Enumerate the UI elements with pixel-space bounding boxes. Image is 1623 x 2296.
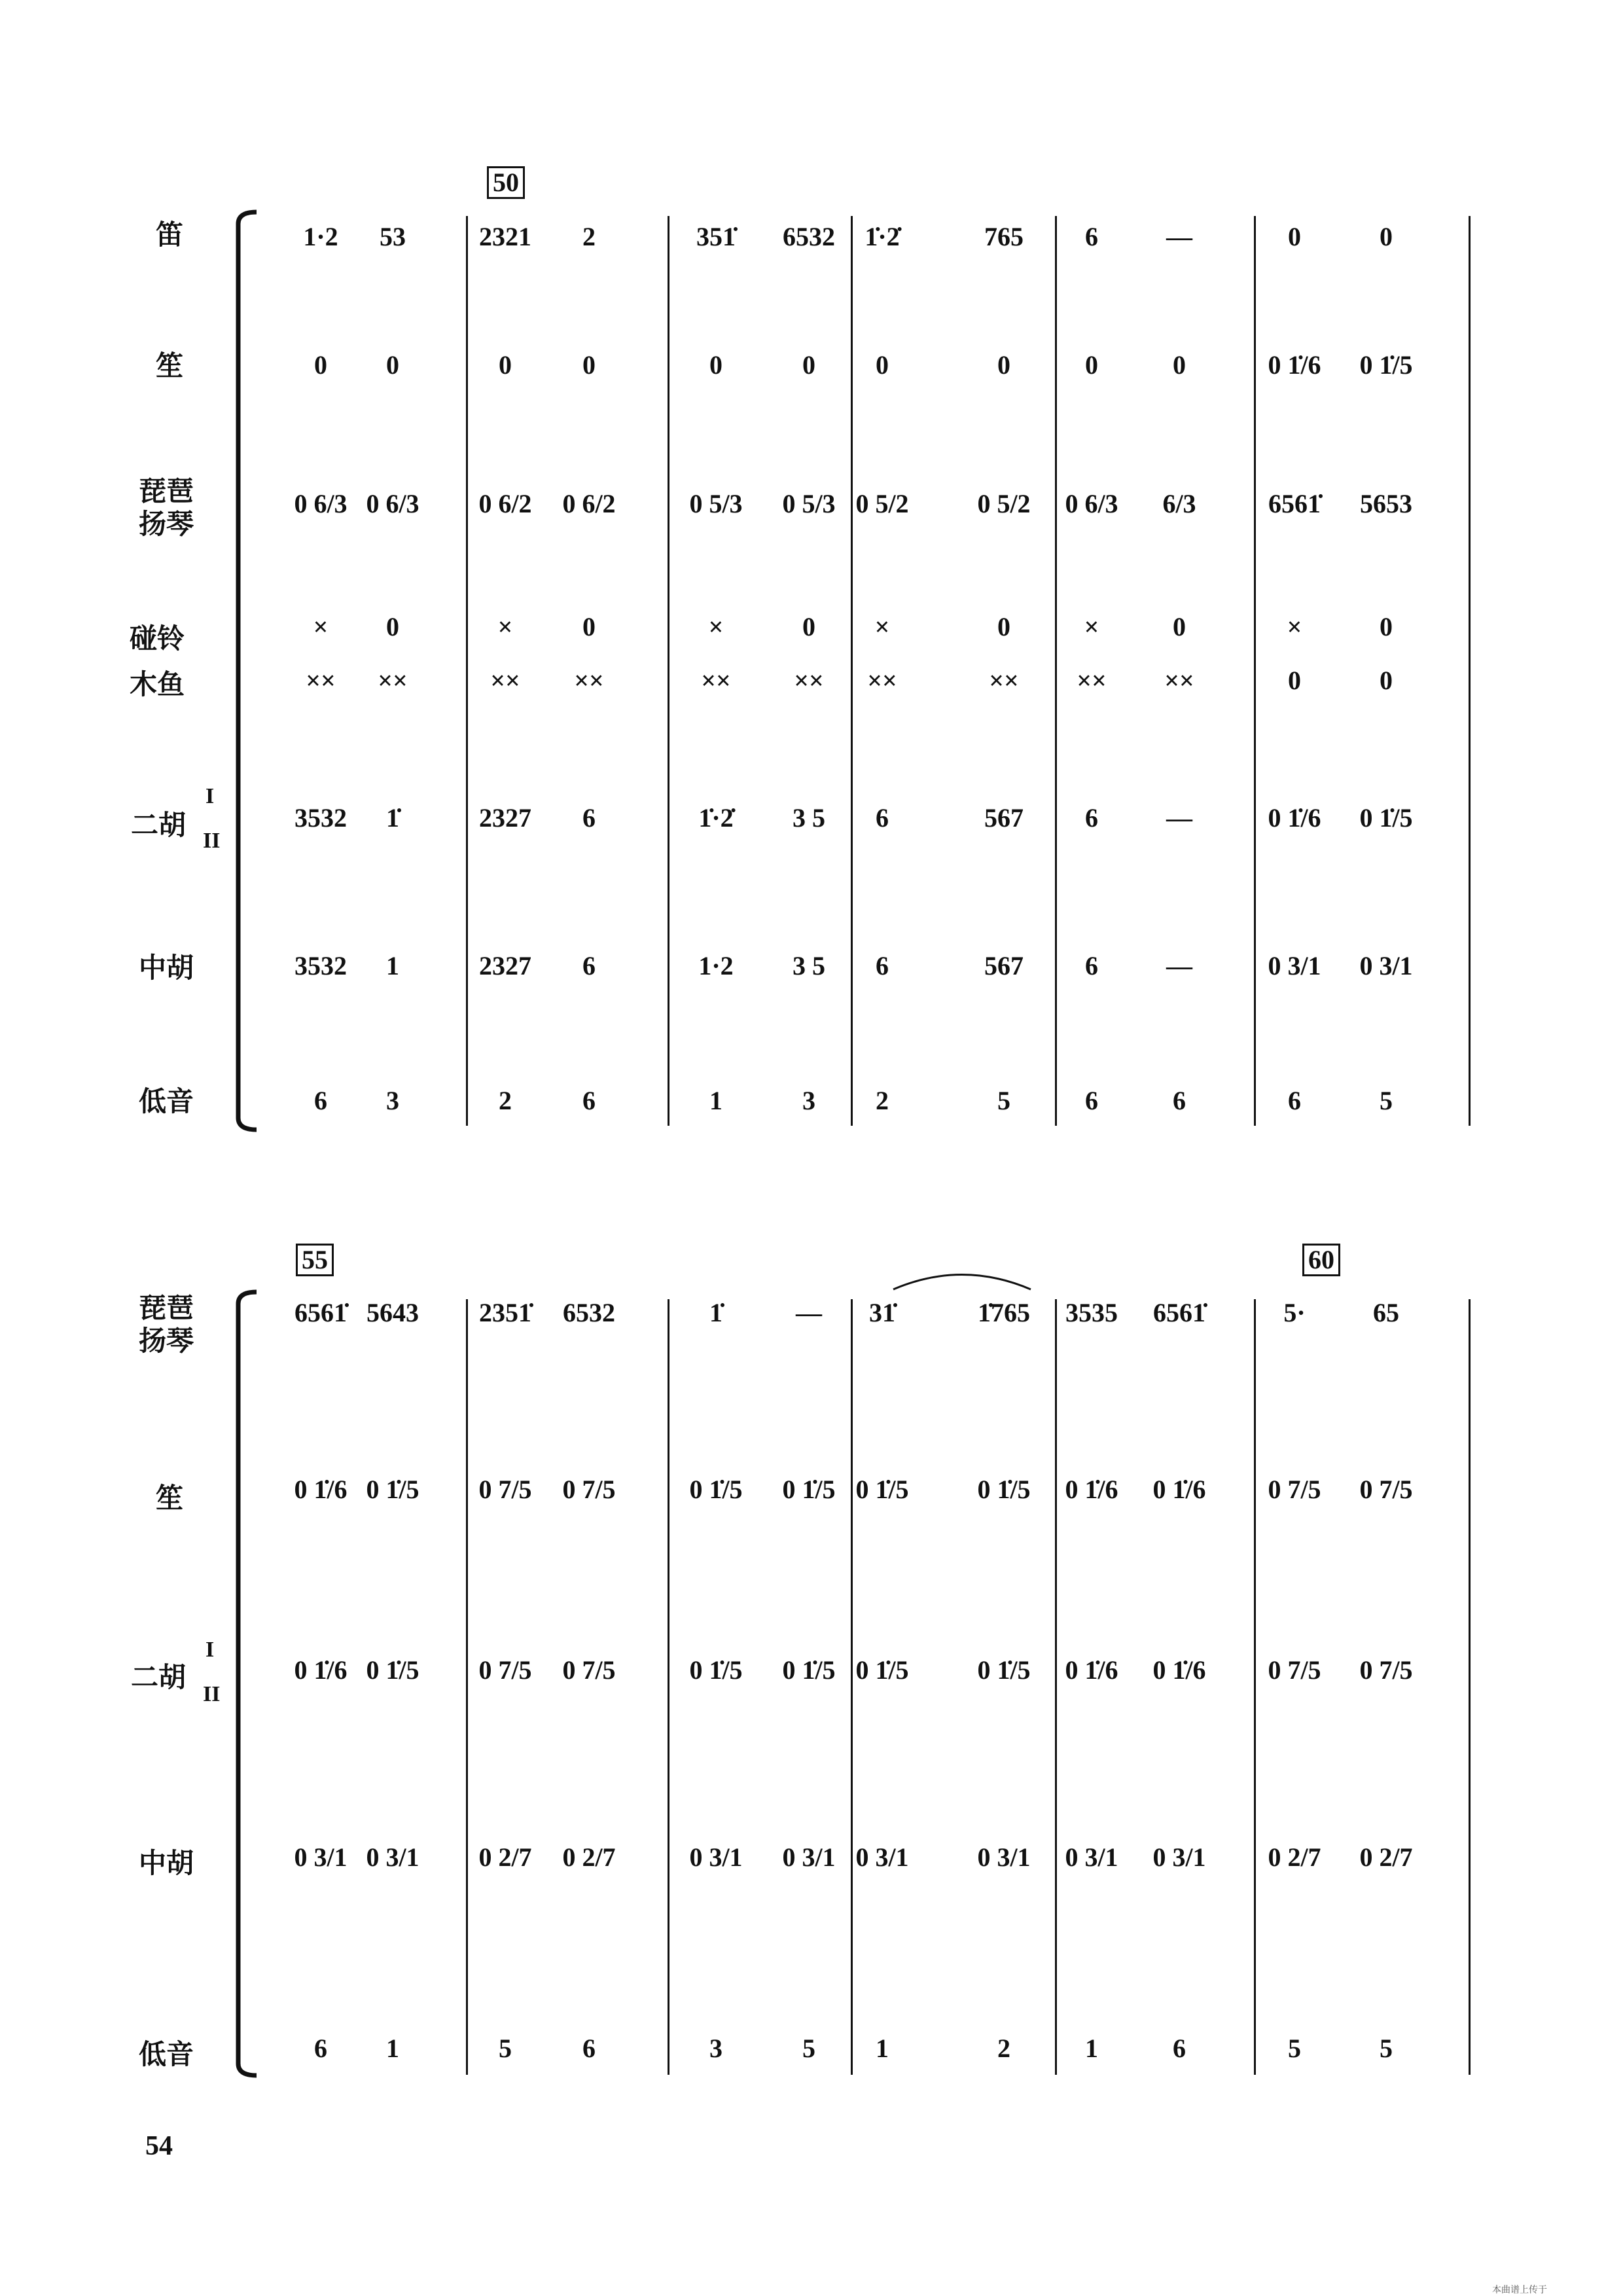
note-pengling: × bbox=[708, 612, 724, 641]
note-diyin: 6 bbox=[1173, 2034, 1186, 2063]
note-sheng: 0 1̇/6 bbox=[1152, 1475, 1206, 1504]
erhu-part-one: I bbox=[205, 784, 215, 808]
note-erhu: 0 1̇/6 bbox=[1268, 803, 1321, 833]
rehearsal-mark-55: 55 bbox=[296, 1244, 334, 1276]
note-sheng: 0 1̇/5 bbox=[366, 1475, 419, 1504]
note-muyu: ×× bbox=[490, 666, 520, 695]
instrument-label-yangqin: 扬琴 bbox=[139, 1325, 194, 1357]
barline bbox=[1254, 216, 1256, 1126]
note-zhonghu: 6 bbox=[876, 951, 889, 980]
note-pipa: 0 6/2 bbox=[478, 489, 532, 518]
note-sheng: 0 bbox=[1173, 350, 1186, 380]
note-pipa: 5643 bbox=[366, 1298, 419, 1327]
note-sheng: 0 7/5 bbox=[1359, 1475, 1413, 1504]
note-muyu: ×× bbox=[701, 666, 731, 695]
note-diyin: 2 bbox=[997, 2034, 1010, 2063]
note-zhonghu: 0 3/1 bbox=[855, 1842, 909, 1872]
note-erhu: 0 1̇/5 bbox=[689, 1655, 743, 1685]
note-pipa: 0 6/3 bbox=[366, 489, 419, 518]
page-number: 54 bbox=[145, 2131, 173, 2161]
note-pipa: 3535 bbox=[1065, 1298, 1118, 1327]
note-pengling: 0 bbox=[1173, 612, 1186, 641]
note-zhonghu: 0 3/1 bbox=[294, 1842, 348, 1872]
note-erhu: 1̇ bbox=[386, 803, 399, 833]
instrument-label-pengling: 碰铃 bbox=[130, 622, 185, 655]
note-erhu: 0 1̇/5 bbox=[366, 1655, 419, 1685]
note-pengling: × bbox=[874, 612, 890, 641]
note-zhonghu: 0 3/1 bbox=[782, 1842, 836, 1872]
note-erhu: 3532 bbox=[294, 803, 347, 833]
barline bbox=[1254, 1299, 1256, 2075]
note-erhu: 3 5 bbox=[793, 803, 825, 833]
note-zhonghu: 0 3/1 bbox=[1065, 1842, 1118, 1872]
barline bbox=[668, 1299, 669, 2075]
instrument-label-erhu: 二胡 bbox=[131, 809, 187, 841]
note-pipa: 1̇ bbox=[709, 1298, 722, 1327]
note-zhonghu: 0 3/1 bbox=[689, 1842, 743, 1872]
note-sheng: 0 1̇/5 bbox=[855, 1475, 909, 1504]
barline bbox=[1055, 1299, 1057, 2075]
note-sheng: 0 7/5 bbox=[1268, 1475, 1321, 1504]
note-diyin: 1 bbox=[1085, 2034, 1098, 2063]
instrument-label-diyin: 低音 bbox=[139, 1085, 194, 1117]
note-zhonghu: 0 3/1 bbox=[1359, 951, 1413, 980]
note-erhu: 2327 bbox=[479, 803, 531, 833]
note-di: 2 bbox=[582, 222, 596, 251]
note-pengling: 0 bbox=[386, 612, 399, 641]
note-muyu: ×× bbox=[574, 666, 604, 695]
note-zhonghu: 0 2/7 bbox=[1359, 1842, 1413, 1872]
note-pengling: 0 bbox=[582, 612, 596, 641]
note-sheng: 0 1̇/5 bbox=[689, 1475, 743, 1504]
note-erhu: 0 1̇/6 bbox=[1152, 1655, 1206, 1685]
note-pipa: 5· bbox=[1283, 1298, 1306, 1327]
slur-mark bbox=[890, 1266, 1034, 1293]
note-pipa: 0 5/2 bbox=[855, 489, 909, 518]
note-muyu: ×× bbox=[989, 666, 1019, 695]
note-erhu: 1̇·2̇ bbox=[698, 803, 734, 833]
note-sheng: 0 bbox=[1085, 350, 1098, 380]
note-pipa: 0 6/3 bbox=[294, 489, 348, 518]
note-erhu: 6 bbox=[1085, 803, 1098, 833]
rehearsal-mark-50: 50 bbox=[487, 166, 525, 199]
note-pengling: × bbox=[1287, 612, 1302, 641]
rehearsal-mark-60: 60 bbox=[1302, 1244, 1340, 1276]
instrument-label-muyu: 木鱼 bbox=[130, 668, 185, 700]
instrument-label-pipa: 琵琶 bbox=[139, 475, 194, 507]
final-barline bbox=[1469, 216, 1471, 1126]
instrument-label-sheng: 笙 bbox=[156, 1482, 184, 1514]
note-muyu: ×× bbox=[1164, 666, 1194, 695]
note-di: 0 bbox=[1380, 222, 1393, 251]
note-pipa: 6532 bbox=[563, 1298, 615, 1327]
note-diyin: 3 bbox=[386, 1086, 399, 1115]
barline bbox=[668, 216, 669, 1126]
note-zhonghu: 6 bbox=[582, 951, 596, 980]
note-pipa: 0 6/3 bbox=[1065, 489, 1118, 518]
note-diyin: 6 bbox=[582, 2034, 596, 2063]
note-pipa: 6/3 bbox=[1162, 489, 1196, 518]
note-erhu: 0 7/5 bbox=[478, 1655, 532, 1685]
note-erhu: 0 7/5 bbox=[1268, 1655, 1321, 1685]
note-zhonghu: 0 2/7 bbox=[562, 1842, 616, 1872]
note-pipa: 6561̇ bbox=[294, 1298, 347, 1327]
note-sheng: 0 bbox=[582, 350, 596, 380]
note-zhonghu: 3 5 bbox=[793, 951, 825, 980]
note-muyu: ×× bbox=[794, 666, 824, 695]
note-diyin: 6 bbox=[582, 1086, 596, 1115]
instrument-label-di: 笛 bbox=[156, 219, 184, 251]
note-diyin: 6 bbox=[1085, 1086, 1098, 1115]
note-pipa: 2351̇ bbox=[479, 1298, 531, 1327]
note-zhonghu: — bbox=[1166, 951, 1192, 980]
note-pengling: 0 bbox=[997, 612, 1010, 641]
note-diyin: 6 bbox=[314, 1086, 327, 1115]
note-diyin: 5 bbox=[499, 2034, 512, 2063]
note-zhonghu: 0 2/7 bbox=[478, 1842, 532, 1872]
note-sheng: 0 1̇/6 bbox=[1065, 1475, 1118, 1504]
note-pipa: 6561̇ bbox=[1268, 489, 1321, 518]
note-zhonghu: 2327 bbox=[479, 951, 531, 980]
note-di: 765 bbox=[984, 222, 1024, 251]
erhu-part-one: I bbox=[205, 1638, 215, 1662]
note-di: 1·2 bbox=[303, 222, 338, 251]
note-zhonghu: 1 bbox=[386, 951, 399, 980]
note-diyin: 6 bbox=[314, 2034, 327, 2063]
note-pipa: 6561̇ bbox=[1153, 1298, 1205, 1327]
erhu-part-two: II bbox=[203, 829, 221, 853]
instrument-label-yangqin: 扬琴 bbox=[139, 508, 194, 540]
system-bracket bbox=[230, 1289, 263, 2078]
note-zhonghu: 567 bbox=[984, 951, 1024, 980]
note-erhu: 0 7/5 bbox=[562, 1655, 616, 1685]
erhu-part-two: II bbox=[203, 1682, 221, 1706]
instrument-label-zhonghu: 中胡 bbox=[139, 952, 194, 984]
note-pipa: — bbox=[796, 1298, 822, 1327]
note-diyin: 1 bbox=[709, 1086, 722, 1115]
note-pipa: 31̇ bbox=[869, 1298, 895, 1327]
note-pipa: 1̇765 bbox=[978, 1298, 1030, 1327]
note-sheng: 0 bbox=[314, 350, 327, 380]
note-diyin: 3 bbox=[709, 2034, 722, 2063]
note-erhu: — bbox=[1166, 803, 1192, 833]
note-pipa: 0 5/3 bbox=[689, 489, 743, 518]
note-pipa: 5653 bbox=[1360, 489, 1412, 518]
note-pipa: 0 5/3 bbox=[782, 489, 836, 518]
note-pengling: 0 bbox=[1380, 612, 1393, 641]
note-pipa: 0 6/2 bbox=[562, 489, 616, 518]
final-barline bbox=[1469, 1299, 1471, 2075]
note-diyin: 5 bbox=[997, 1086, 1010, 1115]
instrument-label-sheng: 笙 bbox=[156, 350, 184, 382]
note-zhonghu: 3532 bbox=[294, 951, 347, 980]
note-erhu: 0 1̇/5 bbox=[1359, 803, 1413, 833]
note-erhu: 0 1̇/5 bbox=[855, 1655, 909, 1685]
note-di: 0 bbox=[1288, 222, 1301, 251]
note-erhu: 0 1̇/6 bbox=[294, 1655, 348, 1685]
note-erhu: 567 bbox=[984, 803, 1024, 833]
note-sheng: 0 7/5 bbox=[562, 1475, 616, 1504]
barline bbox=[1055, 216, 1057, 1126]
note-sheng: 0 1̇/5 bbox=[977, 1475, 1031, 1504]
note-erhu: 0 1̇/6 bbox=[1065, 1655, 1118, 1685]
note-pipa: 0 5/2 bbox=[977, 489, 1031, 518]
note-muyu: ×× bbox=[1077, 666, 1107, 695]
barline bbox=[466, 1299, 468, 2075]
note-erhu: 6 bbox=[876, 803, 889, 833]
note-sheng: 0 bbox=[709, 350, 722, 380]
instrument-label-diyin: 低音 bbox=[139, 2038, 194, 2070]
note-zhonghu: 0 3/1 bbox=[366, 1842, 419, 1872]
note-di: 6 bbox=[1085, 222, 1098, 251]
note-pipa: 65 bbox=[1373, 1298, 1399, 1327]
barline bbox=[851, 216, 853, 1126]
note-diyin: 3 bbox=[802, 1086, 815, 1115]
note-di: 2321 bbox=[479, 222, 531, 251]
note-zhonghu: 0 3/1 bbox=[1268, 951, 1321, 980]
note-sheng: 0 bbox=[997, 350, 1010, 380]
note-sheng: 0 bbox=[876, 350, 889, 380]
note-diyin: 2 bbox=[499, 1086, 512, 1115]
note-sheng: 0 1̇/6 bbox=[1268, 350, 1321, 380]
note-diyin: 1 bbox=[876, 2034, 889, 2063]
system-bracket bbox=[230, 209, 263, 1132]
footer-upload-note: 本曲谱上传于 bbox=[1492, 2285, 1547, 2295]
note-zhonghu: 0 2/7 bbox=[1268, 1842, 1321, 1872]
note-zhonghu: 0 3/1 bbox=[977, 1842, 1031, 1872]
note-sheng: 0 1̇/5 bbox=[1359, 350, 1413, 380]
note-zhonghu: 6 bbox=[1085, 951, 1098, 980]
instrument-label-zhonghu: 中胡 bbox=[139, 1847, 194, 1879]
instrument-label-pipa: 琵琶 bbox=[139, 1292, 194, 1324]
note-zhonghu: 1·2 bbox=[698, 951, 734, 980]
note-diyin: 6 bbox=[1288, 1086, 1301, 1115]
note-diyin: 1 bbox=[386, 2034, 399, 2063]
note-muyu: ×× bbox=[378, 666, 408, 695]
note-di: 351̇ bbox=[696, 222, 736, 251]
note-sheng: 0 bbox=[499, 350, 512, 380]
note-di: 1̇·2̇ bbox=[865, 222, 900, 251]
barline bbox=[851, 1299, 853, 2075]
note-pengling: × bbox=[313, 612, 329, 641]
note-muyu: ×× bbox=[306, 666, 336, 695]
note-zhonghu: 0 3/1 bbox=[1152, 1842, 1206, 1872]
note-diyin: 5 bbox=[1380, 1086, 1393, 1115]
note-erhu: 6 bbox=[582, 803, 596, 833]
note-di: 53 bbox=[380, 222, 406, 251]
note-sheng: 0 bbox=[802, 350, 815, 380]
note-sheng: 0 1̇/6 bbox=[294, 1475, 348, 1504]
note-muyu: 0 bbox=[1380, 666, 1393, 695]
note-diyin: 5 bbox=[1380, 2034, 1393, 2063]
note-diyin: 6 bbox=[1173, 1086, 1186, 1115]
note-pengling: × bbox=[497, 612, 513, 641]
note-sheng: 0 bbox=[386, 350, 399, 380]
note-sheng: 0 1̇/5 bbox=[782, 1475, 836, 1504]
note-pengling: 0 bbox=[802, 612, 815, 641]
note-diyin: 2 bbox=[876, 1086, 889, 1115]
note-muyu: 0 bbox=[1288, 666, 1301, 695]
instrument-label-erhu: 二胡 bbox=[131, 1661, 187, 1693]
note-pengling: × bbox=[1084, 612, 1099, 641]
note-diyin: 5 bbox=[802, 2034, 815, 2063]
note-erhu: 0 7/5 bbox=[1359, 1655, 1413, 1685]
note-muyu: ×× bbox=[867, 666, 897, 695]
note-di: — bbox=[1166, 222, 1192, 251]
note-diyin: 5 bbox=[1288, 2034, 1301, 2063]
note-erhu: 0 1̇/5 bbox=[977, 1655, 1031, 1685]
note-di: 6532 bbox=[783, 222, 835, 251]
barline bbox=[466, 216, 468, 1126]
note-sheng: 0 7/5 bbox=[478, 1475, 532, 1504]
note-erhu: 0 1̇/5 bbox=[782, 1655, 836, 1685]
